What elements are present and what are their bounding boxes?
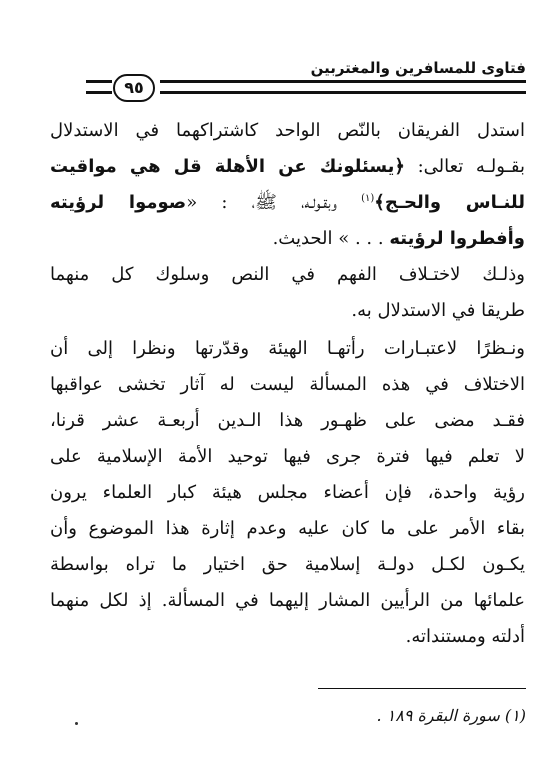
text-line-5: وذلـك لاختـلاف الفهم في النص وسلوك كل منهما: [50, 264, 525, 285]
print-speck: [75, 722, 78, 725]
footnote: (١) سورة البقرة ١٨٩ .: [376, 706, 526, 725]
text-line-10: لا تعلم فيها فترة جرى فيها توحيد الأمة الإسلامية على: [50, 446, 525, 467]
text-line-13: يكـون لكـل دولـة إسلامية حق اختيار ما تراه بواسطة: [50, 554, 525, 575]
text-line-1: استدل الفريقان بالنّص الواحد كاشتراكهما في الاستدلال: [50, 120, 525, 141]
page-number: ٩٥: [113, 74, 155, 102]
text-line-2: بقـولـه تعالى: ﴿يسئلونك عن الأهلة قل هي مواقيت: [50, 156, 525, 177]
text-line-12: بقاء الأمر على ما كان عليه وعدم إثارة هذا الموضوع وأن: [50, 518, 525, 539]
text-line-8: الاختلاف في هذه المسألة ليست له آثار تخشى عواقبها: [50, 374, 525, 395]
header-rule-left-bottom: [86, 91, 112, 94]
header-rule-top: [160, 80, 526, 83]
header-rule-left-top: [86, 80, 112, 83]
footnote-ref: (١): [361, 193, 375, 204]
footnote-rule: [318, 688, 526, 689]
text-line-6: طريقا في الاستدلال به.: [351, 300, 525, 321]
text-line-3: للنـاس والحـج﴾$^{(١)}$ وبقـولـه، ﷺ، : «صوموا لرؤيته: [50, 192, 526, 213]
text-line-14: علمائها من الرأيين المشار إليهما في المسألة. إذ لكل منهما: [50, 590, 525, 611]
quran-quote-end: للنـاس والحـج﴾: [374, 192, 526, 213]
text-line-11: رؤية واحدة، فإن أعضاء مجلس هيئة كبار العلماء يرون: [50, 482, 525, 503]
hadith-quote-end: وأفطروا لرؤيته: [389, 228, 525, 249]
quran-quote: ﴿يسئلونك عن الأهلة قل هي مواقيت: [50, 156, 405, 177]
text-line-7: ونـظرًا لاعتبـارات رأتهـا الهيئة وقدّرتها ونظرا إلى أن: [50, 338, 525, 359]
hadith-quote: صوموا لرؤيته: [50, 192, 187, 213]
text-line-9: فقـد مضى على ظهـور هذا الـدين أربعـة عشر قرنا،: [50, 410, 525, 431]
text-line-15: أدلته ومستنداته.: [405, 626, 525, 647]
header-rule-bottom: [160, 91, 526, 94]
text-line-4: وأفطروا لرؤيته . . . » الحديث.: [272, 228, 525, 249]
running-header-title: فتاوى للمسافرين والمغتربين: [310, 59, 526, 77]
